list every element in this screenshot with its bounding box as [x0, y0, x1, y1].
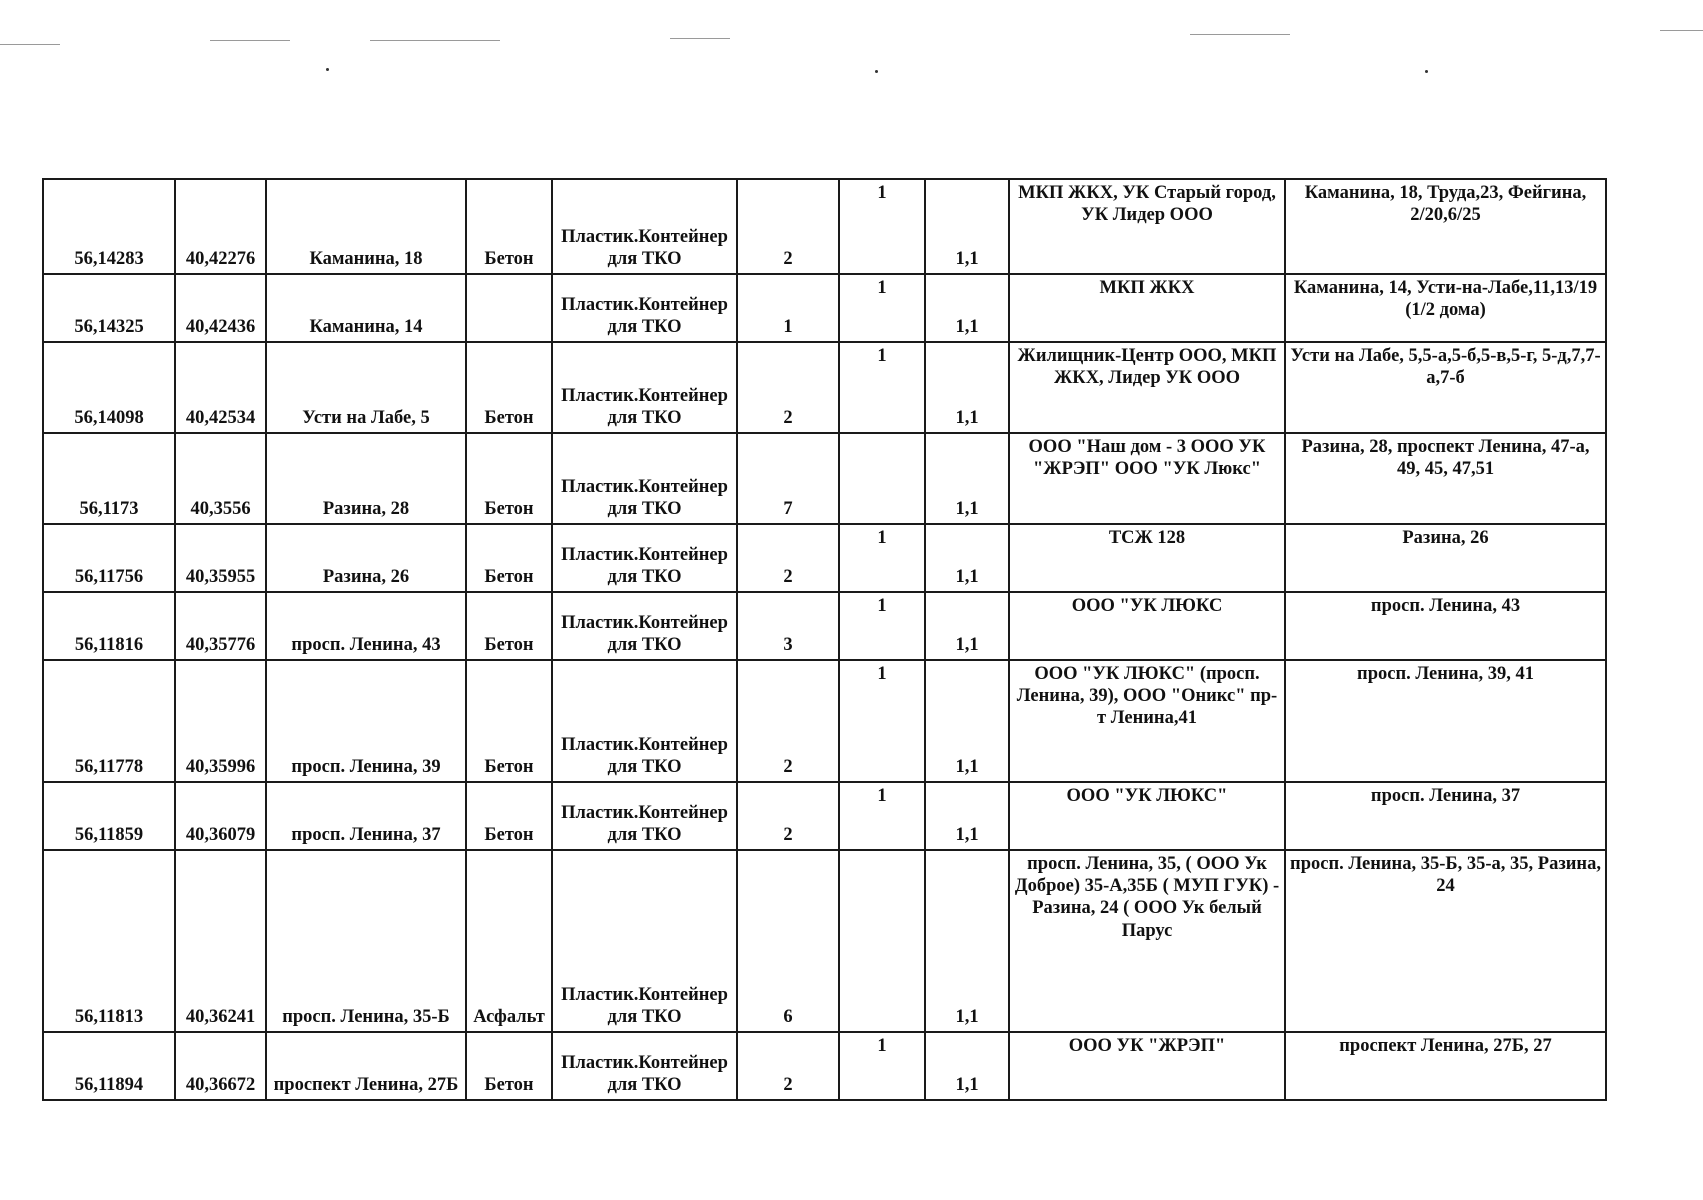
organization-cell: ООО УК "ЖРЭП" — [1009, 1032, 1285, 1100]
organization-cell: МКП ЖКХ — [1009, 274, 1285, 342]
longitude-cell: 40,35996 — [175, 660, 266, 782]
address-cell: Усти на Лабе, 5 — [266, 342, 466, 433]
container-type-cell: Пластик.Контейнер для ТКО — [552, 782, 737, 850]
organization-cell: ООО "УК ЛЮКС" (просп. Ленина, 39), ООО "Оникс" пр-т Ленина,41 — [1009, 660, 1285, 782]
longitude-cell: 40,3556 — [175, 433, 266, 524]
served-addresses-cell: Усти на Лабе, 5,5-а,5-б,5-в,5-г, 5-д,7,7-а,7-б — [1285, 342, 1606, 433]
table-body — [43, 179, 1606, 1100]
address-cell: Разина, 26 — [266, 524, 466, 592]
scan-artifact-line — [370, 40, 500, 41]
scan-artifact-line — [210, 40, 290, 41]
extra-count-cell: 1 — [839, 274, 925, 342]
container-type-cell: Пластик.Контейнер для ТКО — [552, 660, 737, 782]
address-cell: просп. Ленина, 39 — [266, 660, 466, 782]
extra-count-cell: 1 — [839, 524, 925, 592]
surface-cell: Бетон — [466, 433, 552, 524]
organization-cell: МКП ЖКХ, УК Старый город, УК Лидер ООО — [1009, 179, 1285, 274]
extra-count-cell — [839, 433, 925, 524]
table-row — [43, 524, 1606, 592]
surface-cell: Бетон — [466, 1032, 552, 1100]
served-addresses-cell: просп. Ленина, 35-Б, 35-а, 35, Разина, 24 — [1285, 850, 1606, 1032]
address-cell: просп. Ленина, 43 — [266, 592, 466, 660]
scan-artifact-dot — [875, 70, 878, 73]
volume-cell: 1,1 — [925, 660, 1009, 782]
container-type-cell: Пластик.Контейнер для ТКО — [552, 342, 737, 433]
volume-cell: 1,1 — [925, 1032, 1009, 1100]
volume-cell: 1,1 — [925, 433, 1009, 524]
scan-artifact-line — [0, 44, 60, 45]
served-addresses-cell: просп. Ленина, 37 — [1285, 782, 1606, 850]
table-row — [43, 850, 1606, 1032]
address-cell: Разина, 28 — [266, 433, 466, 524]
surface-cell: Бетон — [466, 179, 552, 274]
table-row — [43, 660, 1606, 782]
volume-cell: 1,1 — [925, 592, 1009, 660]
served-addresses-cell: просп. Ленина, 43 — [1285, 592, 1606, 660]
longitude-cell: 40,42436 — [175, 274, 266, 342]
container-count-cell: 2 — [737, 179, 839, 274]
longitude-cell: 40,36079 — [175, 782, 266, 850]
longitude-cell: 40,35776 — [175, 592, 266, 660]
organization-cell: ООО "Наш дом - 3 ООО УК "ЖРЭП" ООО "УК Люкс" — [1009, 433, 1285, 524]
latitude-cell: 56,11859 — [43, 782, 175, 850]
longitude-cell: 40,36672 — [175, 1032, 266, 1100]
latitude-cell: 56,11778 — [43, 660, 175, 782]
container-count-cell: 2 — [737, 782, 839, 850]
table-row — [43, 179, 1606, 274]
volume-cell: 1,1 — [925, 850, 1009, 1032]
container-type-cell: Пластик.Контейнер для ТКО — [552, 179, 737, 274]
served-addresses-cell: просп. Ленина, 39, 41 — [1285, 660, 1606, 782]
volume-cell: 1,1 — [925, 342, 1009, 433]
latitude-cell: 56,11813 — [43, 850, 175, 1032]
table-row — [43, 342, 1606, 433]
served-addresses-cell: Разина, 26 — [1285, 524, 1606, 592]
latitude-cell: 56,1173 — [43, 433, 175, 524]
served-addresses-cell: проспект Ленина, 27Б, 27 — [1285, 1032, 1606, 1100]
container-count-cell: 2 — [737, 660, 839, 782]
container-count-cell: 7 — [737, 433, 839, 524]
scan-artifact-dot — [326, 68, 329, 71]
latitude-cell: 56,11894 — [43, 1032, 175, 1100]
container-count-cell: 2 — [737, 342, 839, 433]
volume-cell: 1,1 — [925, 782, 1009, 850]
volume-cell: 1,1 — [925, 179, 1009, 274]
surface-cell: Бетон — [466, 342, 552, 433]
table-row — [43, 1032, 1606, 1100]
scan-artifact-dot — [1425, 70, 1428, 73]
container-count-cell: 6 — [737, 850, 839, 1032]
surface-cell: Бетон — [466, 524, 552, 592]
extra-count-cell: 1 — [839, 1032, 925, 1100]
longitude-cell: 40,42534 — [175, 342, 266, 433]
surface-cell — [466, 274, 552, 342]
volume-cell: 1,1 — [925, 274, 1009, 342]
extra-count-cell: 1 — [839, 782, 925, 850]
container-type-cell: Пластик.Контейнер для ТКО — [552, 1032, 737, 1100]
container-sites-table — [42, 178, 1607, 1101]
table-row — [43, 592, 1606, 660]
latitude-cell: 56,14283 — [43, 179, 175, 274]
organization-cell: ООО "УК ЛЮКС" — [1009, 782, 1285, 850]
extra-count-cell — [839, 850, 925, 1032]
served-addresses-cell: Разина, 28, проспект Ленина, 47-а, 49, 45, 47,51 — [1285, 433, 1606, 524]
address-cell: проспект Ленина, 27Б — [266, 1032, 466, 1100]
served-addresses-cell: Каманина, 18, Труда,23, Фейгина, 2/20,6/25 — [1285, 179, 1606, 274]
container-count-cell: 2 — [737, 524, 839, 592]
scan-artifact-line — [1190, 34, 1290, 35]
organization-cell: Жилищник-Центр ООО, МКП ЖКХ, Лидер УК ООО — [1009, 342, 1285, 433]
surface-cell: Бетон — [466, 660, 552, 782]
latitude-cell: 56,14098 — [43, 342, 175, 433]
scan-artifact-line — [1660, 30, 1703, 31]
table-row — [43, 274, 1606, 342]
extra-count-cell: 1 — [839, 592, 925, 660]
table-row — [43, 782, 1606, 850]
address-cell: Каманина, 18 — [266, 179, 466, 274]
surface-cell: Бетон — [466, 782, 552, 850]
address-cell: просп. Ленина, 35-Б — [266, 850, 466, 1032]
organization-cell: ТСЖ 128 — [1009, 524, 1285, 592]
surface-cell: Бетон — [466, 592, 552, 660]
longitude-cell: 40,42276 — [175, 179, 266, 274]
container-count-cell: 1 — [737, 274, 839, 342]
container-count-cell: 3 — [737, 592, 839, 660]
latitude-cell: 56,14325 — [43, 274, 175, 342]
address-cell: Каманина, 14 — [266, 274, 466, 342]
volume-cell: 1,1 — [925, 524, 1009, 592]
organization-cell: просп. Ленина, 35, ( ООО Ук Доброе) 35-А,35Б ( МУП ГУК) - Разина, 24 ( ООО Ук белый Парус — [1009, 850, 1285, 1032]
extra-count-cell: 1 — [839, 660, 925, 782]
served-addresses-cell: Каманина, 14, Усти-на-Лабе,11,13/19 (1/2 дома) — [1285, 274, 1606, 342]
scan-artifact-line — [670, 38, 730, 39]
container-type-cell: Пластик.Контейнер для ТКО — [552, 524, 737, 592]
address-cell: просп. Ленина, 37 — [266, 782, 466, 850]
container-count-cell: 2 — [737, 1032, 839, 1100]
extra-count-cell: 1 — [839, 179, 925, 274]
extra-count-cell: 1 — [839, 342, 925, 433]
container-type-cell: Пластик.Контейнер для ТКО — [552, 433, 737, 524]
container-type-cell: Пластик.Контейнер для ТКО — [552, 592, 737, 660]
latitude-cell: 56,11756 — [43, 524, 175, 592]
surface-cell: Асфальт — [466, 850, 552, 1032]
table-row — [43, 433, 1606, 524]
longitude-cell: 40,35955 — [175, 524, 266, 592]
organization-cell: ООО "УК ЛЮКС — [1009, 592, 1285, 660]
container-type-cell: Пластик.Контейнер для ТКО — [552, 274, 737, 342]
longitude-cell: 40,36241 — [175, 850, 266, 1032]
container-type-cell: Пластик.Контейнер для ТКО — [552, 850, 737, 1032]
latitude-cell: 56,11816 — [43, 592, 175, 660]
